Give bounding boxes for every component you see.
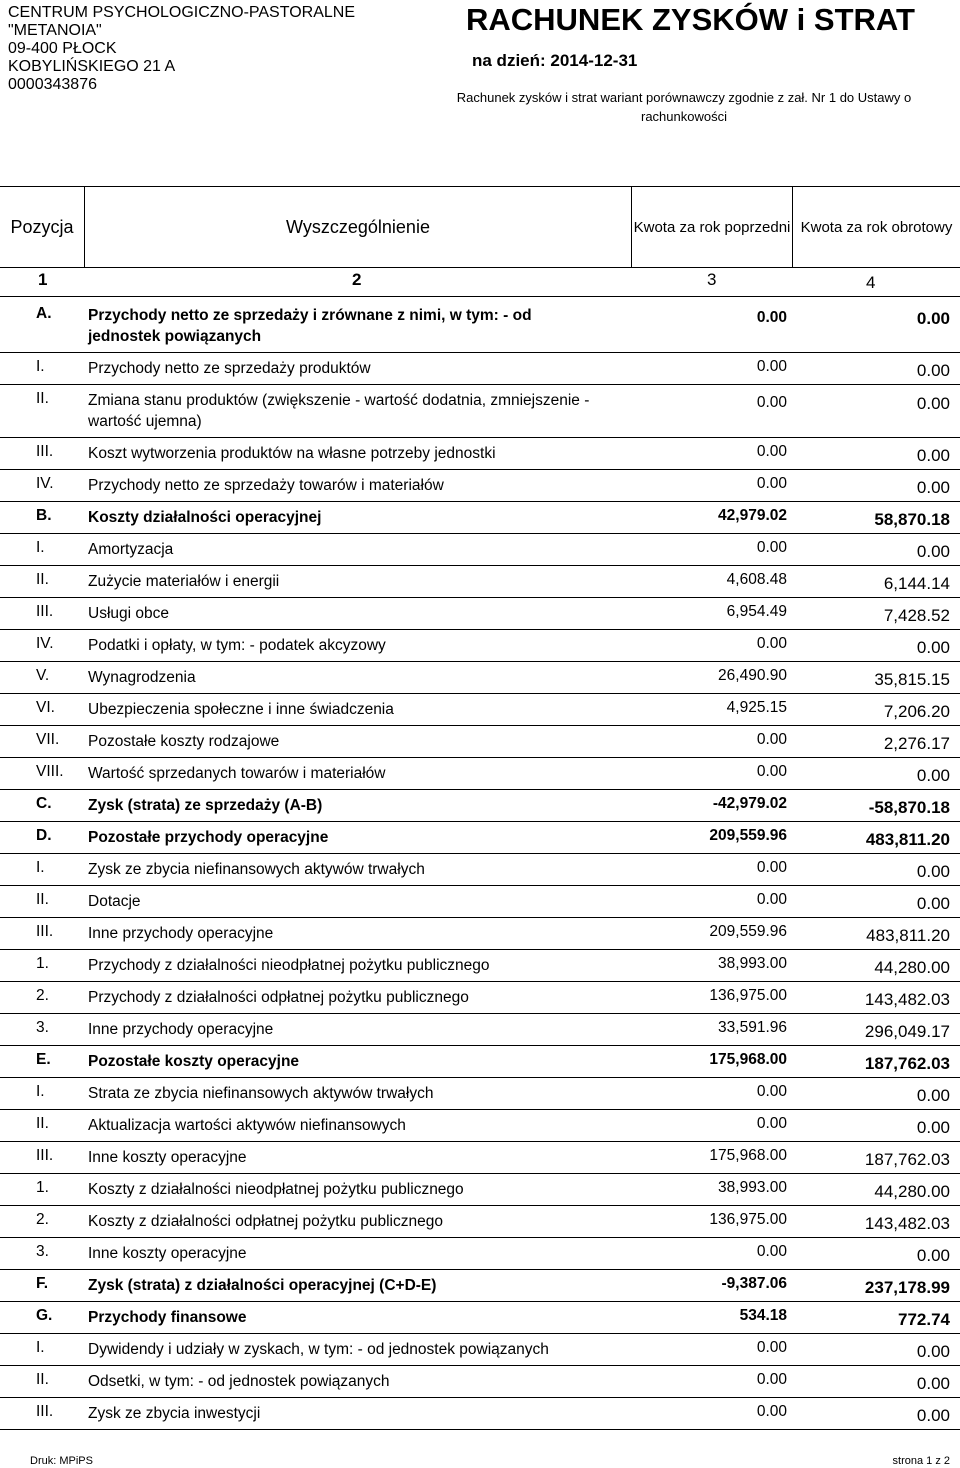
- row-separator: [0, 757, 960, 758]
- row-position: IV.: [36, 635, 54, 652]
- row-amount-current: 772.74: [898, 1310, 950, 1329]
- row-amount-previous: 209,559.96: [709, 923, 787, 940]
- row-amount-current: 0.00: [916, 1086, 950, 1105]
- row-separator: [0, 1237, 960, 1238]
- row-separator: [0, 1269, 960, 1270]
- row-description: Koszty z działalności odpłatnej pożytku publicznego: [88, 1213, 443, 1230]
- row-amount-previous: 0.00: [756, 731, 787, 748]
- row-description: Amortyzacja: [88, 541, 174, 558]
- table-row: [0, 358, 960, 390]
- table-row: [0, 1051, 960, 1083]
- table-row: [0, 827, 960, 859]
- row-amount-current: 0.00: [916, 542, 950, 561]
- column-number-3: 3: [707, 270, 717, 289]
- row-position: II.: [36, 571, 49, 588]
- row-amount-previous: -42,979.02: [712, 795, 787, 812]
- row-separator: [0, 597, 960, 598]
- row-separator: [0, 501, 960, 502]
- row-position: G.: [36, 1307, 53, 1324]
- row-description: Pozostałe koszty rodzajowe: [88, 733, 280, 750]
- table-header: [0, 186, 960, 268]
- row-amount-current: 7,206.20: [883, 702, 950, 721]
- row-position: III.: [36, 923, 54, 940]
- row-amount-previous: 0.00: [756, 394, 787, 411]
- table-row: [0, 667, 960, 699]
- table-row: [0, 443, 960, 475]
- row-separator: [0, 1301, 960, 1302]
- row-amount-current: 0.00: [916, 1342, 950, 1361]
- row-amount-current: 296,049.17: [864, 1022, 950, 1041]
- table-row: [0, 699, 960, 731]
- table-row: [0, 571, 960, 603]
- report-variant: Rachunek zysków i strat wariant porównawczy zgodnie z zał. Nr 1 do Ustawy o rachunkowości: [456, 90, 912, 124]
- row-separator: [0, 885, 960, 886]
- row-amount-current: 0.00: [916, 894, 950, 913]
- row-description: Inne przychody operacyjne: [88, 925, 274, 942]
- row-amount-previous: 6,954.49: [726, 603, 787, 620]
- row-separator: [0, 725, 960, 726]
- row-separator: [0, 352, 960, 353]
- table-row: [0, 1147, 960, 1179]
- row-separator: [0, 469, 960, 470]
- row-description: Wartość sprzedanych towarów i materiałów: [88, 765, 386, 782]
- org-name-line2: "METANOIA": [8, 22, 102, 39]
- row-position: III.: [36, 1403, 54, 1420]
- header-kwota-poprzedni: Kwota za rok poprzedni: [633, 218, 791, 236]
- row-amount-current: 0.00: [916, 1406, 950, 1425]
- row-amount-current: 187,762.03: [864, 1054, 950, 1073]
- row-position: F.: [36, 1275, 49, 1292]
- row-amount-current: 143,482.03: [864, 1214, 950, 1233]
- row-separator: [0, 1077, 960, 1078]
- row-description: Dotacje: [88, 893, 141, 910]
- row-amount-previous: 0.00: [756, 1083, 787, 1100]
- row-amount-previous: 38,993.00: [718, 1179, 787, 1196]
- table-row: [0, 1179, 960, 1211]
- row-amount-previous: 0.00: [756, 443, 787, 460]
- report-title: RACHUNEK ZYSKÓW i STRAT: [466, 2, 915, 37]
- row-position: I.: [36, 859, 45, 876]
- row-position: II.: [36, 891, 49, 908]
- row-position: I.: [36, 1083, 45, 1100]
- table-row: [0, 1019, 960, 1051]
- row-amount-previous: 0.00: [756, 475, 787, 492]
- row-position: III.: [36, 443, 54, 460]
- row-amount-previous: 175,968.00: [709, 1051, 787, 1068]
- row-position: II.: [36, 390, 49, 407]
- table-row: [0, 731, 960, 763]
- table-row: [0, 1339, 960, 1371]
- row-description: Przychody netto ze sprzedaży i zrównane z nimi, w tym: - od jednostek powiązanych: [88, 307, 532, 345]
- row-amount-previous: 0.00: [756, 1115, 787, 1132]
- row-separator: [0, 949, 960, 950]
- row-position: VII.: [36, 731, 60, 748]
- row-amount-previous: 42,979.02: [718, 507, 787, 524]
- row-separator: [0, 1429, 960, 1430]
- row-amount-current: 0.00: [916, 1118, 950, 1137]
- row-amount-current: 483,811.20: [866, 926, 950, 945]
- row-separator: [0, 853, 960, 854]
- report-date: na dzień: 2014-12-31: [472, 51, 638, 70]
- row-description: Strata ze zbycia niefinansowych aktywów trwałych: [88, 1085, 434, 1102]
- row-separator: [0, 1045, 960, 1046]
- row-description: Podatki i opłaty, w tym: - podatek akcyzowy: [88, 637, 386, 654]
- row-amount-current: 143,482.03: [864, 990, 950, 1009]
- table-row: [0, 1371, 960, 1403]
- row-position: 2.: [36, 1211, 49, 1228]
- row-amount-current: 0.00: [916, 394, 950, 413]
- row-position: D.: [36, 827, 52, 844]
- row-position: II.: [36, 1371, 49, 1388]
- row-amount-current: 0.00: [916, 1246, 950, 1265]
- header-wyszczegolnienie: Wyszczególnienie: [286, 216, 430, 237]
- row-position: III.: [36, 603, 54, 620]
- row-separator: [0, 533, 960, 534]
- row-separator: [0, 981, 960, 982]
- row-amount-current: 44,280.00: [874, 958, 950, 977]
- header-pozycja: Pozycja: [10, 216, 74, 237]
- org-krs-number: 0000343876: [8, 76, 97, 93]
- row-position: III.: [36, 1147, 54, 1164]
- row-amount-previous: -9,387.06: [721, 1275, 787, 1292]
- row-description: Przychody finansowe: [88, 1309, 247, 1326]
- row-separator: [0, 1205, 960, 1206]
- row-amount-previous: 0.00: [756, 1339, 787, 1356]
- column-number-2: 2: [352, 270, 362, 289]
- table-row: [0, 795, 960, 827]
- row-amount-previous: 0.00: [756, 1403, 787, 1420]
- row-description: Aktualizacja wartości aktywów niefinansowych: [88, 1117, 406, 1134]
- table-row: [0, 859, 960, 891]
- row-position: C.: [36, 795, 52, 812]
- table-row: [0, 635, 960, 667]
- row-description: Inne koszty operacyjne: [88, 1149, 247, 1166]
- table-row: [0, 891, 960, 923]
- row-position: I.: [36, 1339, 45, 1356]
- row-description: Zmiana stanu produktów (zwiększenie - wartość dodatnia, zmniejszenie - wartość ujemna): [88, 392, 590, 430]
- row-position: VIII.: [36, 763, 64, 780]
- row-amount-previous: 4,925.15: [726, 699, 787, 716]
- row-position: 3.: [36, 1243, 49, 1260]
- row-position: I.: [36, 358, 45, 375]
- row-amount-current: 237,178.99: [864, 1278, 950, 1297]
- table-row: [0, 1243, 960, 1275]
- footer-print-label: Druk: MPiPS: [30, 1455, 93, 1467]
- table-row: [0, 390, 960, 443]
- row-amount-current: 2,276.17: [883, 734, 950, 753]
- row-description: Inne koszty operacyjne: [88, 1245, 247, 1262]
- row-position: II.: [36, 1115, 49, 1132]
- row-separator: [0, 629, 960, 630]
- row-description: Zużycie materiałów i energii: [88, 573, 280, 590]
- row-description: Inne przychody operacyjne: [88, 1021, 274, 1038]
- row-amount-current: 0.00: [916, 478, 950, 497]
- table-row: [0, 305, 960, 358]
- row-amount-previous: 0.00: [756, 1371, 787, 1388]
- row-position: 1.: [36, 955, 49, 972]
- row-description: Wynagrodzenia: [88, 669, 196, 686]
- row-separator: [0, 1109, 960, 1110]
- table-row: [0, 1211, 960, 1243]
- row-amount-current: 0.00: [916, 1374, 950, 1393]
- row-position: VI.: [36, 699, 55, 716]
- row-amount-current: 44,280.00: [874, 1182, 950, 1201]
- row-amount-previous: 0.00: [756, 309, 787, 326]
- table-row: [0, 923, 960, 955]
- column-numbers: [0, 270, 960, 294]
- org-name-line1: CENTRUM PSYCHOLOGICZNO-PASTORALNE: [8, 4, 356, 21]
- row-position: IV.: [36, 475, 54, 492]
- row-description: Przychody z działalności nieodpłatnej pożytku publicznego: [88, 957, 490, 974]
- table-row: [0, 1307, 960, 1339]
- row-separator: [0, 1173, 960, 1174]
- row-separator: [0, 437, 960, 438]
- table-row: [0, 763, 960, 795]
- row-amount-previous: 175,968.00: [709, 1147, 787, 1164]
- row-amount-previous: 4,608.48: [726, 571, 787, 588]
- row-amount-current: -58,870.18: [868, 798, 950, 817]
- row-description: Zysk ze zbycia niefinansowych aktywów trwałych: [88, 861, 425, 878]
- row-description: Ubezpieczenia społeczne i inne świadczenia: [88, 701, 394, 718]
- row-amount-previous: 534.18: [739, 1307, 787, 1324]
- row-position: 2.: [36, 987, 49, 1004]
- row-amount-current: 7,428.52: [883, 606, 950, 625]
- row-amount-current: 0.00: [916, 638, 950, 657]
- table-row: [0, 603, 960, 635]
- row-amount-previous: 0.00: [756, 891, 787, 908]
- row-description: Pozostałe przychody operacyjne: [88, 829, 329, 846]
- table-row: [0, 1275, 960, 1307]
- row-description: Pozostałe koszty operacyjne: [88, 1053, 300, 1070]
- row-separator: [0, 1365, 960, 1366]
- row-description: Usługi obce: [88, 605, 169, 622]
- row-separator: [0, 565, 960, 566]
- column-number-1: 1: [38, 270, 48, 289]
- row-separator: [0, 1333, 960, 1334]
- row-separator: [0, 296, 960, 297]
- table-row: [0, 1115, 960, 1147]
- org-street: KOBYLIŃSKIEGO 21 A: [8, 58, 176, 75]
- row-description: Zysk (strata) ze sprzedaży (A-B): [88, 797, 323, 814]
- row-position: E.: [36, 1051, 51, 1068]
- row-description: Przychody netto ze sprzedaży towarów i materiałów: [88, 477, 444, 494]
- row-position: A.: [36, 305, 52, 322]
- row-description: Zysk ze zbycia inwestycji: [88, 1405, 261, 1422]
- row-position: B.: [36, 507, 52, 524]
- row-amount-previous: 0.00: [756, 1243, 787, 1260]
- row-position: I.: [36, 539, 45, 556]
- table-row: [0, 539, 960, 571]
- row-amount-current: 187,762.03: [864, 1150, 950, 1169]
- row-amount-current: 0.00: [916, 446, 950, 465]
- row-position: 1.: [36, 1179, 49, 1196]
- table-row: [0, 1403, 960, 1435]
- table-row: [0, 475, 960, 507]
- header-kwota-obrotowy: Kwota za rok obrotowy: [800, 218, 953, 236]
- row-separator: [0, 384, 960, 385]
- table-row: [0, 955, 960, 987]
- row-separator: [0, 789, 960, 790]
- row-amount-current: 483,811.20: [865, 830, 950, 849]
- row-amount-previous: 0.00: [756, 859, 787, 876]
- table-row: [0, 987, 960, 1019]
- row-amount-previous: 0.00: [756, 763, 787, 780]
- org-postal-city: 09-400 PŁOCK: [8, 40, 117, 57]
- table-row: [0, 1083, 960, 1115]
- table-row: [0, 507, 960, 539]
- row-amount-current: 58,870.18: [874, 510, 950, 529]
- row-description: Przychody netto ze sprzedaży produktów: [88, 360, 371, 377]
- row-description: Przychody z działalności odpłatnej pożytku publicznego: [88, 989, 469, 1006]
- row-separator: [0, 917, 960, 918]
- row-amount-current: 6,144.14: [883, 574, 950, 593]
- row-amount-current: 0.00: [916, 766, 950, 785]
- row-position: V.: [36, 667, 50, 684]
- row-separator: [0, 1397, 960, 1398]
- row-separator: [0, 1141, 960, 1142]
- footer-page-number: strona 1 z 2: [892, 1455, 950, 1467]
- organization-block: [8, 4, 355, 94]
- row-description: Odsetki, w tym: - od jednostek powiązanych: [88, 1373, 390, 1390]
- row-separator: [0, 693, 960, 694]
- row-separator: [0, 1013, 960, 1014]
- row-amount-previous: 0.00: [756, 635, 787, 652]
- row-amount-previous: 136,975.00: [709, 1211, 787, 1228]
- row-description: Koszt wytworzenia produktów na własne potrzeby jednostki: [88, 445, 496, 462]
- row-amount-previous: 209,559.96: [709, 827, 787, 844]
- row-separator: [0, 661, 960, 662]
- row-position: 3.: [36, 1019, 49, 1036]
- row-amount-previous: 33,591.96: [718, 1019, 787, 1036]
- row-separator: [0, 821, 960, 822]
- row-description: Koszty działalności operacyjnej: [88, 509, 322, 526]
- row-amount-current: 0.00: [916, 862, 950, 881]
- row-amount-previous: 38,993.00: [718, 955, 787, 972]
- row-amount-current: 0.00: [916, 309, 950, 328]
- row-amount-previous: 136,975.00: [709, 987, 787, 1004]
- row-amount-previous: 26,490.90: [718, 667, 787, 684]
- row-amount-current: 35,815.15: [874, 670, 950, 689]
- row-description: Zysk (strata) z działalności operacyjnej (C+D-E): [88, 1277, 437, 1294]
- column-number-4: 4: [866, 273, 876, 292]
- row-description: Koszty z działalności nieodpłatnej pożytku publicznego: [88, 1181, 464, 1198]
- row-description: Dywidendy i udziały w zyskach, w tym: - od jednostek powiązanych: [88, 1341, 549, 1358]
- row-amount-previous: 0.00: [756, 358, 787, 375]
- row-amount-previous: 0.00: [756, 539, 787, 556]
- row-amount-current: 0.00: [916, 361, 950, 380]
